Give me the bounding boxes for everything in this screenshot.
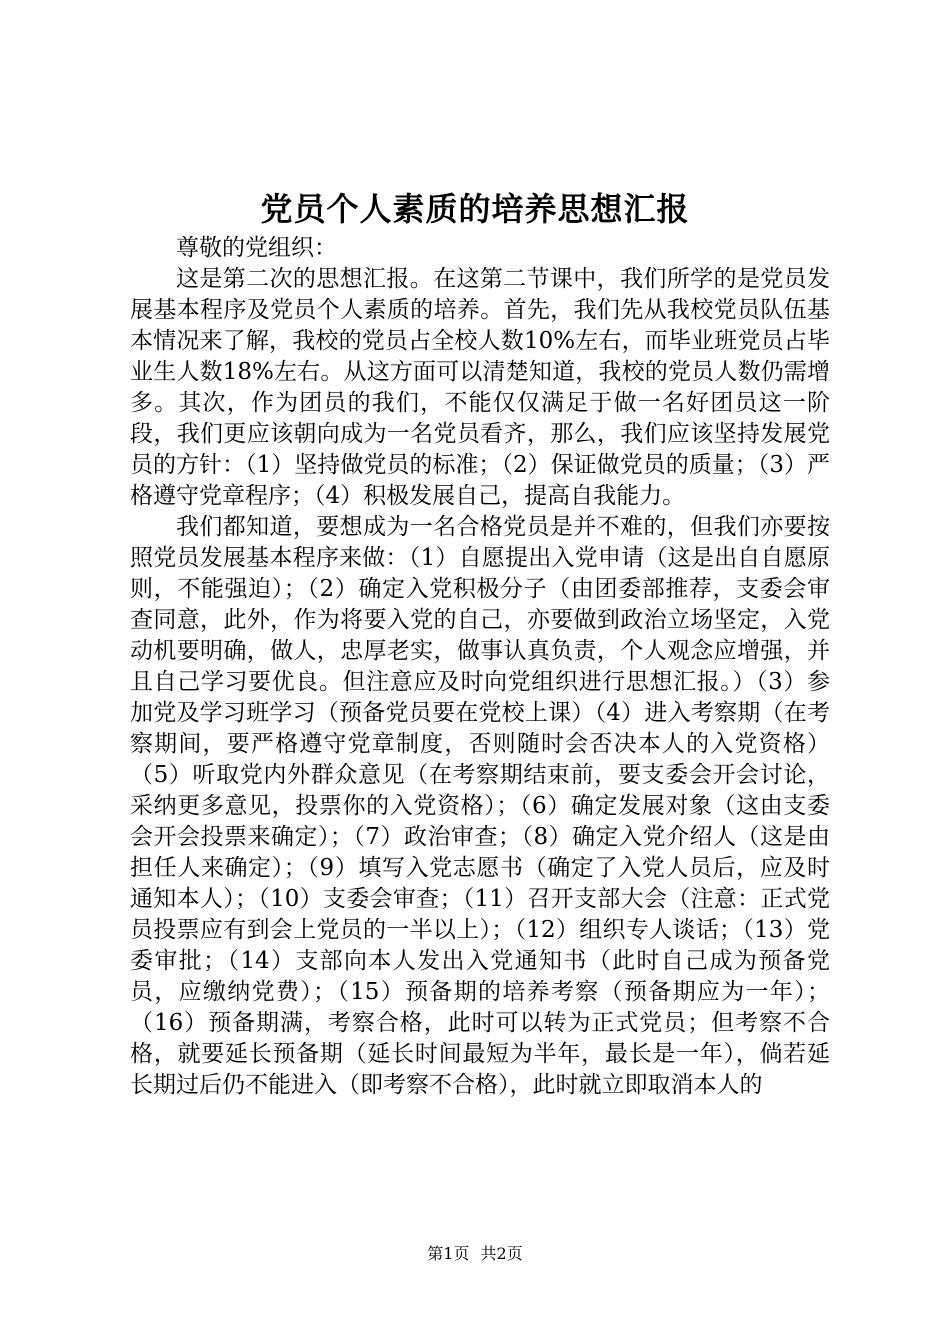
paragraph-1: 这是第二次的思想汇报。在这第二节课中，我们所学的是党员发展基本程序及党员个人素质的培养。首先，我们先从我校党员队伍基本情况来了解，我校的党员占全校人数10%左右，而毕业班党员占毕业生人数18%左右。从这方面可以清楚知道，我校的党员人数仍需增多。其次，作为团员的我们，不能仅仅满足于做一名好团员这一阶段，我们更应该朝向成为一名党员看齐，那么，我们应该坚持发展党员的方针：（1）坚持做党员的标准；（2）保证做党员的质量；（3）严格遵守党章程序；（4）积极发展自己，提高自我能力。 xyxy=(130,266,830,509)
document-title: 党员个人素质的培养思想汇报 xyxy=(260,190,690,228)
total-page-count: 共2页 xyxy=(480,1244,523,1263)
paragraph-2: 我们都知道，要想成为一名合格党员是并不难的，但我们亦要按照党员发展基本程序来做：（1）自愿提出入党申请（这是出自自愿原则，不能强迫）；（2）确定入党积极分子（由团委部推荐，支委会审查同意，此外，作为将要入党的自己，亦要做到政治立场坚定，入党动机要明确，做人，忠厚老实，做事认真负责，个人观念应增强，并且自己学习要优良。但注意应及时向党组织进行思想汇报。）（3）参加党及学习班学习（预备党员要在党校上课）（4）进入考察期（在考察期间，要严格遵守党章制度，否则随时会否决本人的入党资格）（5）听取党内外群众意见（在考察期结束前，要支委会开会讨论，采纳更多意见，投票你的入党资格）；（6）确定发展对象（这由支委会开会投票来确定）；（7）政治审查；（8）确定入党介绍人（这是由担任人来确定）；（9）填写入党志愿书（确定了入党人员后，应及时通知本人）；（10）支委会审查；（11）召开支部大会（注意：正式党员投票应有到会上党员的一半以上）；（12）组织专人谈话；（13）党委审批；（14）支部向本人发出入党通知书（此时自己成为预备党员，应缴纳党费）；（15）预备期的培养考察（预备期应为一年）；（16）预备期满，考察合格，此时可以转为正式党员；但考察不合格，就要延长预备期（延长时间最短为半年，最长是一年），倘若延长期过后仍不能进入（即考察不合格），此时就立即取消本人的 xyxy=(130,514,830,1098)
current-page-number: 第1页 xyxy=(427,1244,470,1263)
salutation: 尊敬的党组织： xyxy=(176,235,337,261)
page-footer xyxy=(0,1242,950,1266)
document-body xyxy=(130,233,830,1101)
